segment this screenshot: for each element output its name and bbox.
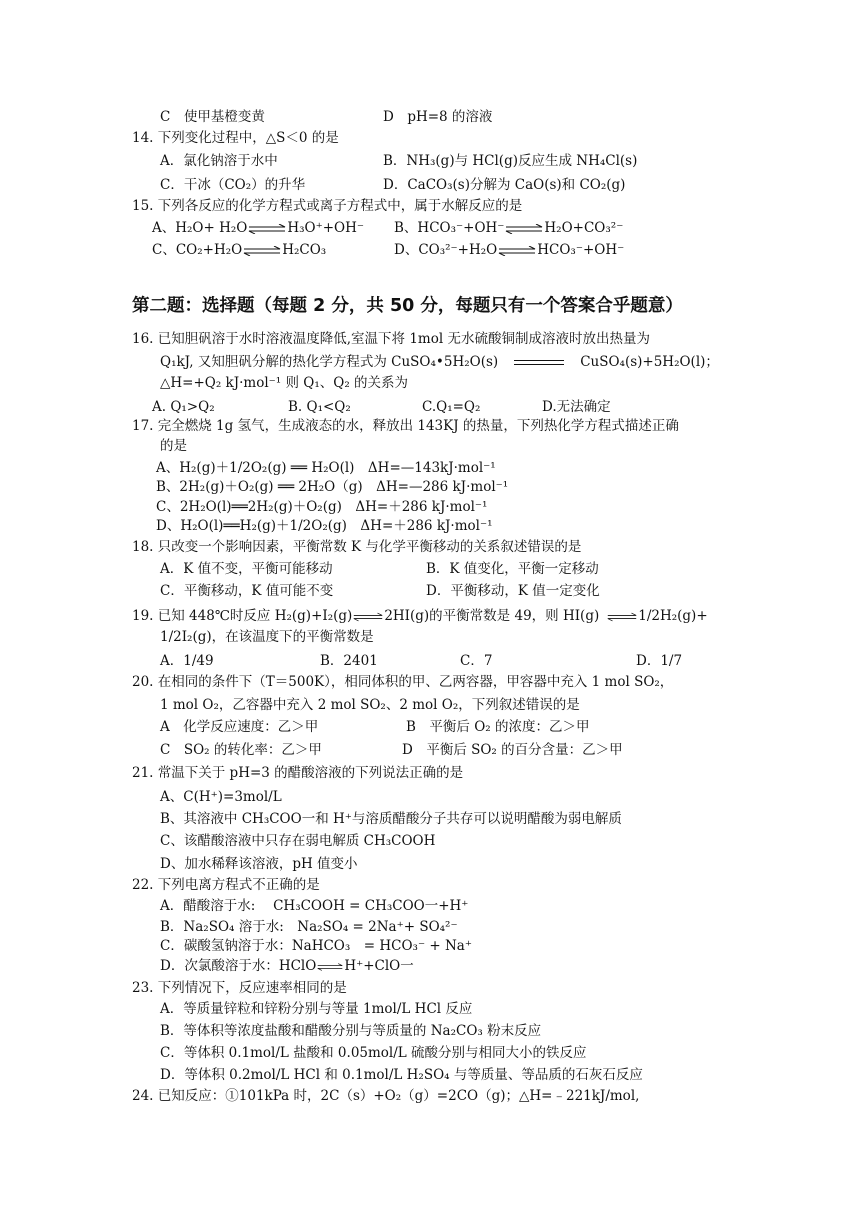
text-line: 16. 已知胆矾溶于水时溶液温度降低,室温下将 1mol 无水硫酸铜制成溶液时放出热量为 — [132, 331, 650, 347]
text-line: B. Q₁<Q₂ — [288, 399, 351, 415]
text-line: D．1/7 — [636, 653, 683, 669]
text-line: 22. 下列电离方程式不正确的是 — [132, 877, 320, 893]
text-line: 15. 下列各反应的化学方程式或离子方程式中，属于水解反应的是 — [132, 198, 523, 214]
text-line: 14. 下列变化过程中，△S＜0 的是 — [132, 130, 339, 146]
reversible-arrow-icon — [353, 612, 383, 622]
text-line: C 使甲基橙变黄 — [160, 109, 265, 125]
text-line: B．NH₃(g)与 HCl(g)反应生成 NH₄Cl(s) — [383, 153, 638, 169]
q19-stem: 19. 已知 448℃时反应 H₂(g)+I₂(g) 2HI(g)的平衡常数是 49，则 HI(g) 1/2H₂(g)+ — [132, 608, 708, 624]
text-line: A．等质量锌粒和锌粉分别与等量 1mol/L HCl 反应 — [160, 1001, 473, 1017]
text-line: A．K 值不变，平衡可能移动 — [160, 561, 333, 577]
text-line: 17. 完全燃烧 1g 氢气，生成液态的水，释放出 143KJ 的热量，下列热化学方程式描述正确 — [132, 418, 679, 434]
text-line: B．2401 — [320, 653, 378, 669]
q22-option-d: D．次氯酸溶于水：HClO H⁺+ClO一 — [160, 958, 414, 974]
text-line: C、该醋酸溶液中只存在弱电解质 CH₃COOH — [160, 833, 436, 849]
q16-equation: Q₁kJ, 又知胆矾分解的热化学方程式为 CuSO₄•5H₂O(s) CuSO₄(s)+5H₂O(l)； — [160, 354, 719, 370]
text-line: 20. 在相同的条件下（T＝500K），相同体积的甲、乙两容器，甲容器中充入 1 mol SO₂， — [132, 674, 674, 690]
text-line: A、C(H⁺)=3mol/L — [160, 789, 282, 805]
q15-option-a: A、H₂O+ H₂O H₃O⁺+OH⁻ — [152, 220, 365, 236]
text-line: C SO₂ 的转化率：乙＞甲 — [160, 742, 322, 758]
reversible-arrow-icon — [505, 224, 543, 234]
text-line: D．平衡移动，K 值一定变化 — [426, 583, 600, 599]
text-line: C、2H₂O(l)══2H₂(g)＋O₂(g) ΔH=＋286 kJ·mol⁻¹ — [156, 499, 488, 515]
text-line: 23. 下列情况下，反应速率相同的是 — [132, 980, 347, 996]
text-line: D．等体积 0.2mol/L HCl 和 0.1mol/L H₂SO₄ 与等质量、等品质的石灰石反应 — [160, 1067, 643, 1083]
text-line: A．1/49 — [160, 653, 214, 669]
text-line: A 化学反应速度：乙＞甲 — [160, 719, 319, 735]
text-line: A．醋酸溶于水: CH₃COOH = CH₃COO一+H⁺ — [160, 898, 469, 914]
text-line: 1/2I₂(g)，在该温度下的平衡常数是 — [160, 629, 374, 645]
text-line: D、H₂O(l)══H₂(g)＋1/2O₂(g) ΔH=＋286 kJ·mol⁻¹ — [156, 518, 493, 534]
text-line: D、加水稀释该溶液，pH 值变小 — [160, 856, 358, 872]
text-line: C．7 — [460, 653, 493, 669]
text-line: B．K 值变化，平衡一定移动 — [426, 561, 599, 577]
reversible-arrow-icon — [317, 962, 343, 972]
text-line: 18. 只改变一个影响因素，平衡常数 K 与化学平衡移动的关系叙述错误的是 — [132, 539, 582, 555]
section-title: 第二题：选择题（每题 2 分，共 50 分，每题只有一个答案合乎题意） — [132, 296, 683, 316]
q15-option-c: C、CO₂+H₂O H₂CO₃ — [152, 242, 327, 258]
text-line: 24. 已知反应：①101kPa 时，2C（s）+O₂（g）=2CO（g)；△H=﹣221kJ/mol, — [132, 1088, 640, 1104]
text-line: A、H₂(g)＋1/2O₂(g) ══ H₂O(l) ΔH=—143kJ·mol⁻¹ — [156, 460, 496, 476]
text-line: B 平衡后 O₂ 的浓度：乙＞甲 — [406, 719, 590, 735]
text-line: C．平衡移动，K 值可能不变 — [160, 583, 334, 599]
text-line: B、2H₂(g)＋O₂(g) ══ 2H₂O（g) ΔH=—286 kJ·mol⁻¹ — [156, 479, 509, 495]
text-line: △H=+Q₂ kJ·mol⁻¹ 则 Q₁、Q₂ 的关系为 — [160, 375, 409, 391]
text-line: B、其溶液中 CH₃COO一和 H⁺与溶质醋酸分子共存可以说明醋酸为弱电解质 — [160, 811, 622, 827]
text-line: D．CaCO₃(s)分解为 CaO(s)和 CO₂(g) — [383, 177, 626, 193]
text-line: A．氯化钠溶于水中 — [160, 153, 278, 169]
reversible-arrow-icon — [248, 224, 286, 234]
text-line: C.Q₁=Q₂ — [422, 399, 481, 415]
text-line: A. Q₁>Q₂ — [152, 399, 215, 415]
text-line: C．碳酸氢钠溶于水：NaHCO₃ = HCO₃⁻ + Na⁺ — [160, 938, 472, 954]
text-line: 1 mol O₂，乙容器中充入 2 mol SO₂、2 mol O₂，下列叙述错误的是 — [160, 697, 580, 713]
text-line: C．等体积 0.1mol/L 盐酸和 0.05mol/L 硫酸分别与相同大小的铁反应 — [160, 1045, 587, 1061]
text-line: B．等体积等浓度盐酸和醋酸分别与等质量的 Na₂CO₃ 粉末反应 — [160, 1023, 542, 1039]
text-line: B．Na₂SO₄ 溶于水: Na₂SO₄ = 2Na⁺+ SO₄²⁻ — [160, 919, 458, 935]
text-line: D pH=8 的溶液 — [383, 109, 493, 125]
q15-option-d: D、CO₃²⁻+H₂O HCO₃⁻+OH⁻ — [394, 242, 625, 258]
text-line: D.无法确定 — [542, 399, 611, 415]
text-line: D 平衡后 SO₂ 的百分含量：乙＞甲 — [402, 742, 623, 758]
text-line: C．干冰（CO₂）的升华 — [160, 177, 306, 193]
text-line: 21. 常温下关于 pH=3 的醋酸溶液的下列说法正确的是 — [132, 765, 464, 781]
text-line: 的是 — [160, 438, 187, 454]
reversible-arrow-icon — [243, 246, 281, 256]
reversible-arrow-icon — [607, 612, 637, 622]
reversible-arrow-icon — [498, 246, 536, 256]
equals-sign-icon — [514, 358, 564, 368]
q15-option-b: B、HCO₃⁻+OH⁻ H₂O+CO₃²⁻ — [394, 220, 624, 236]
